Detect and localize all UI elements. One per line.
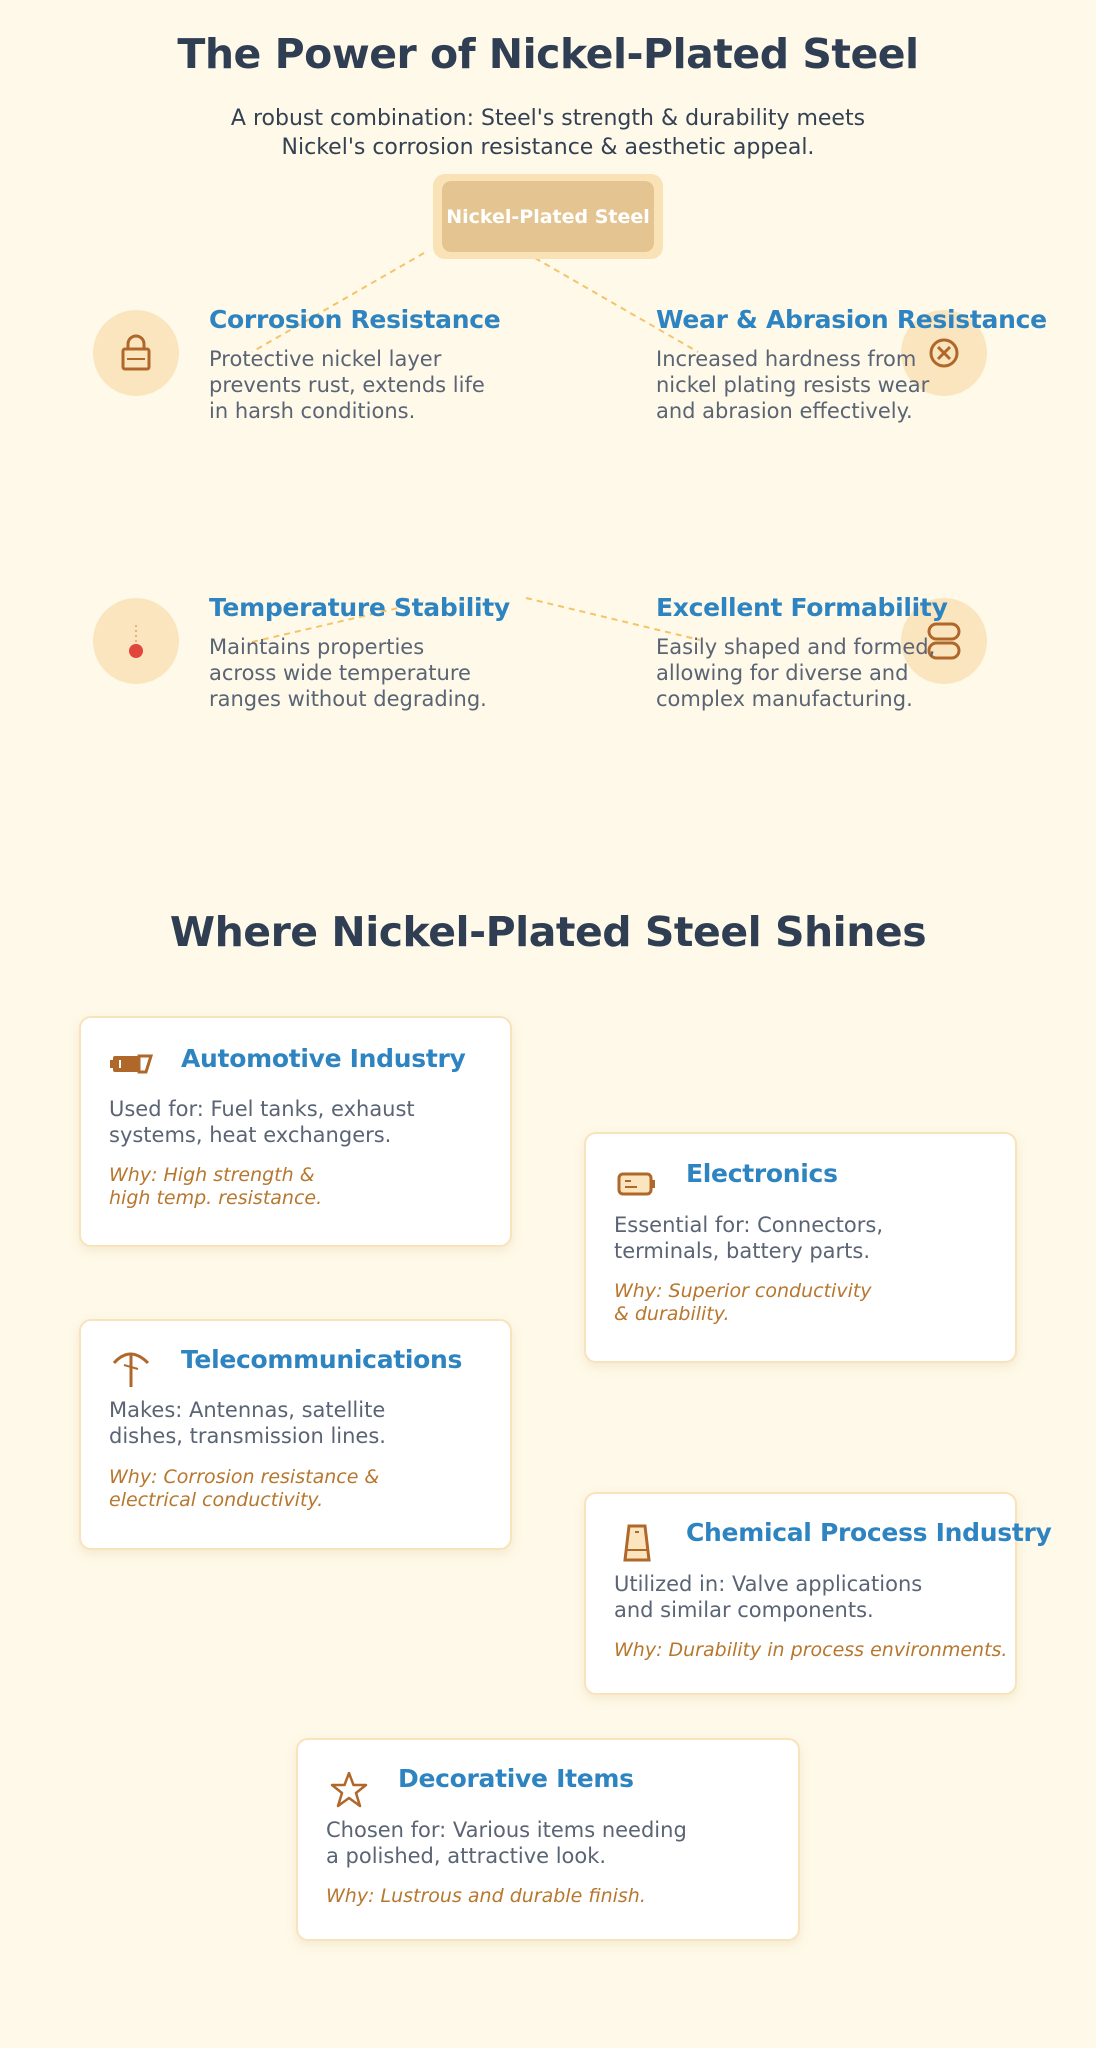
connector-corrosion: [252, 253, 424, 352]
subtitle-line: A robust combination: Steel's strength & durability meets: [230, 106, 866, 131]
why-line: Why: Corrosion resistance &: [109, 1466, 380, 1488]
lock-icon: [93, 310, 179, 396]
card-electronics: [584, 1132, 1017, 1363]
desc-line: Protective nickel layer: [209, 347, 442, 371]
feature-title-temperature: Temperature Stability: [209, 593, 510, 622]
card-telecommunications: [79, 1319, 512, 1550]
why-line: high temp. resistance.: [109, 1187, 323, 1209]
card-why: [326, 1885, 646, 1908]
desc-line: and abrasion effectively.: [656, 399, 913, 423]
feature-desc-formability: [656, 634, 956, 712]
feature-title-wear: Wear & Abrasion Resistance: [656, 305, 1047, 334]
beaker-icon: [615, 1522, 659, 1566]
feature-desc-temperature: [209, 634, 509, 712]
card-chemical-process: [584, 1492, 1052, 1695]
card-desc: [109, 1397, 386, 1449]
card-why: [109, 1466, 379, 1512]
antenna-icon: [110, 1347, 154, 1391]
why-line: Why: Durability in process environments.: [614, 1639, 1008, 1661]
desc-line: systems, heat exchangers.: [109, 1123, 392, 1147]
desc-line: Chosen for: Various items needing: [326, 1818, 687, 1842]
desc-line: Utilized in: Valve applications: [614, 1572, 923, 1596]
center-node-label: Nickel-Plated Steel: [446, 205, 650, 228]
why-line: Why: Lustrous and durable finish.: [326, 1885, 646, 1907]
desc-line: dishes, transmission lines.: [109, 1424, 386, 1448]
card-why: [614, 1280, 872, 1326]
card-automotive: [79, 1016, 512, 1247]
card-desc: [614, 1571, 922, 1623]
subtitle-line: Nickel's corrosion resistance & aesthetic appeal.: [281, 135, 815, 160]
desc-line: in harsh conditions.: [209, 399, 416, 423]
section-title: Where Nickel-Plated Steel Shines: [169, 908, 927, 956]
card-why: [614, 1639, 1007, 1662]
feature-title-corrosion: Corrosion Resistance: [209, 305, 501, 334]
page-title: The Power of Nickel-Plated Steel: [177, 30, 919, 78]
desc-line: terminals, battery parts.: [614, 1239, 871, 1263]
desc-line: prevents rust, extends life: [209, 373, 485, 397]
card-desc: [614, 1212, 883, 1264]
feature-desc-wear: [656, 346, 956, 424]
desc-line: Maintains properties: [209, 635, 425, 659]
why-line: Why: Superior conductivity: [614, 1280, 872, 1302]
card-why: [109, 1164, 322, 1210]
thermometer-icon: [93, 598, 179, 684]
desc-line: Makes: Antennas, satellite: [109, 1398, 386, 1422]
desc-line: Essential for: Connectors,: [614, 1213, 884, 1237]
desc-line: Easily shaped and formed,: [656, 635, 936, 659]
card-desc: [326, 1817, 687, 1869]
card-decorative: [296, 1738, 800, 1941]
center-node-inner: [442, 181, 654, 252]
center-node: [433, 174, 663, 259]
desc-line: and similar components.: [614, 1598, 874, 1622]
card-title: Electronics: [686, 1159, 838, 1188]
feature-desc-corrosion: [209, 346, 499, 424]
desc-line: across wide temperature: [209, 661, 471, 685]
card-desc: [109, 1096, 415, 1148]
desc-line: nickel plating resists wear: [656, 373, 930, 397]
why-line: electrical conductivity.: [109, 1489, 324, 1511]
star-icon: [327, 1768, 371, 1812]
why-line: & durability.: [614, 1303, 730, 1325]
why-line: Why: High strength &: [109, 1164, 315, 1186]
desc-line: complex manufacturing.: [656, 687, 913, 711]
card-title: Chemical Process Industry: [686, 1518, 1052, 1547]
card-title: Automotive Industry: [181, 1044, 466, 1073]
desc-line: Increased hardness from: [656, 347, 917, 371]
battery-icon: [615, 1162, 659, 1206]
feature-title-formability: Excellent Formability: [656, 593, 948, 622]
car-part-icon: [110, 1042, 154, 1086]
desc-line: allowing for diverse and: [656, 661, 909, 685]
card-title: Decorative Items: [398, 1764, 634, 1793]
desc-line: Used for: Fuel tanks, exhaust: [109, 1097, 415, 1121]
card-title: Telecommunications: [181, 1345, 463, 1374]
desc-line: ranges without degrading.: [209, 687, 487, 711]
desc-line: a polished, attractive look.: [326, 1844, 607, 1868]
